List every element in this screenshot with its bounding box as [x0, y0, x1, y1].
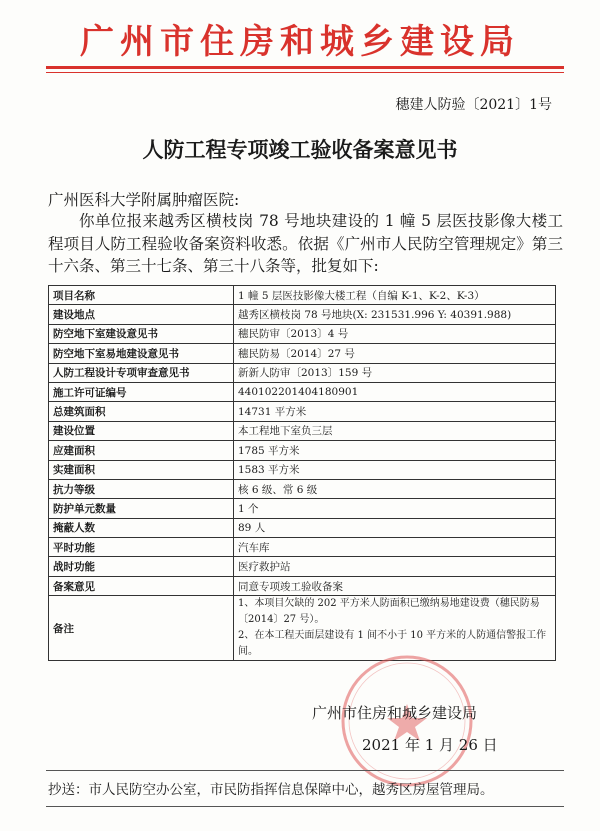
table-row — [49, 344, 556, 363]
table-row — [49, 518, 556, 537]
table-row — [49, 557, 556, 576]
row-value: 1 幢 5 层医技影像大楼工程（自编 K-1、K-2、K-3） — [234, 286, 556, 305]
doc-title: 人防工程专项竣工验收备案意见书 — [142, 138, 458, 162]
row-value: 汽车库 — [234, 538, 556, 557]
row-value: 越秀区横枝岗 78 号地块(X: 231531.996 Y: 40391.988) — [234, 305, 556, 324]
table-row — [49, 538, 556, 557]
row-label: 掩蔽人数 — [49, 518, 234, 537]
cc-rule-top — [46, 770, 564, 771]
row-label: 项目名称 — [49, 286, 234, 305]
row-value: 同意专项竣工验收备案 — [234, 576, 556, 595]
signature-org: 广州市住房和城乡建设局 — [312, 704, 478, 722]
row-value: 本工程地下室负三层 — [234, 421, 556, 440]
row-label: 防空地下室建设意见书 — [49, 324, 234, 343]
row-value: 1 个 — [234, 499, 556, 518]
table-row — [49, 441, 556, 460]
row-value: 1785 平方米 — [234, 441, 556, 460]
body-text: 你单位报来越秀区横枝岗 78 号地块建设的 1 幢 5 层医技影像大楼工程项目人防工程验收备案资料收悉。依据《广州市人民防空管理规定》第三十六条、第三十七条、第三十八条等，批复如下: — [48, 212, 563, 275]
row-label: 平时功能 — [49, 538, 234, 557]
row-label: 建设地点 — [49, 305, 234, 324]
cc-rule-bottom — [46, 806, 564, 807]
table-row — [49, 305, 556, 324]
row-label: 备案意见 — [49, 576, 234, 595]
row-label: 防护单元数量 — [49, 499, 234, 518]
row-value: 14731 平方米 — [234, 402, 556, 421]
cc-list: 抄送：市人民防空办公室，市民防指挥信息保障中心，越秀区房屋管理局。 — [48, 782, 494, 798]
table-row — [49, 460, 556, 479]
row-label: 实建面积 — [49, 460, 234, 479]
header-org-title: 广州市住房和城乡建设局 — [80, 22, 520, 62]
addressee: 广州医科大学附属肿瘤医院: — [48, 191, 240, 209]
table-row — [49, 402, 556, 421]
table-row — [49, 382, 556, 401]
row-value: 医疗救护站 — [234, 557, 556, 576]
row-label: 战时功能 — [49, 557, 234, 576]
row-value: 新新人防审〔2013〕159 号 — [234, 363, 556, 382]
signature-date: 2021 年 1 月 26 日 — [362, 736, 498, 754]
row-label: 施工许可证编号 — [49, 382, 234, 401]
table-row — [49, 286, 556, 305]
table-row — [49, 363, 556, 382]
table-row — [49, 499, 556, 518]
row-value: 1583 平方米 — [234, 460, 556, 479]
doc-number: 穗建人防验〔2021〕1号 — [395, 97, 552, 113]
header-rule-thick — [46, 66, 564, 69]
row-label: 防空地下室易地建设意见书 — [49, 344, 234, 363]
row-label: 抗力等级 — [49, 479, 234, 498]
table-row — [49, 421, 556, 440]
row-label: 应建面积 — [49, 441, 234, 460]
row-value: 440102201404180901 — [234, 382, 556, 401]
row-label: 总建筑面积 — [49, 402, 234, 421]
notes-row — [49, 596, 556, 661]
table-row — [49, 324, 556, 343]
row-value: 穗民防审〔2013〕4 号 — [234, 324, 556, 343]
table-row — [49, 479, 556, 498]
row-value: 穗民防易〔2014〕27 号 — [234, 344, 556, 363]
notes-cell — [234, 596, 556, 661]
note-line: 1、本项目欠缺的 202 平方米人防面积已缴纳易地建设费（穗民防易〔2014〕27 号）。 — [238, 598, 540, 626]
table-row — [49, 576, 556, 595]
row-value: 核 6 级、常 6 级 — [234, 479, 556, 498]
row-value: 89 人 — [234, 518, 556, 537]
info-table — [48, 285, 556, 661]
row-label: 建设位置 — [49, 421, 234, 440]
note-line: 2、在本工程天面层建设有 1 间不小于 10 平方米的人防通信警报工作间。 — [238, 630, 547, 658]
notes-label: 备注 — [49, 596, 234, 661]
header-rule-thin — [46, 72, 564, 73]
row-label: 人防工程设计专项审查意见书 — [49, 363, 234, 382]
